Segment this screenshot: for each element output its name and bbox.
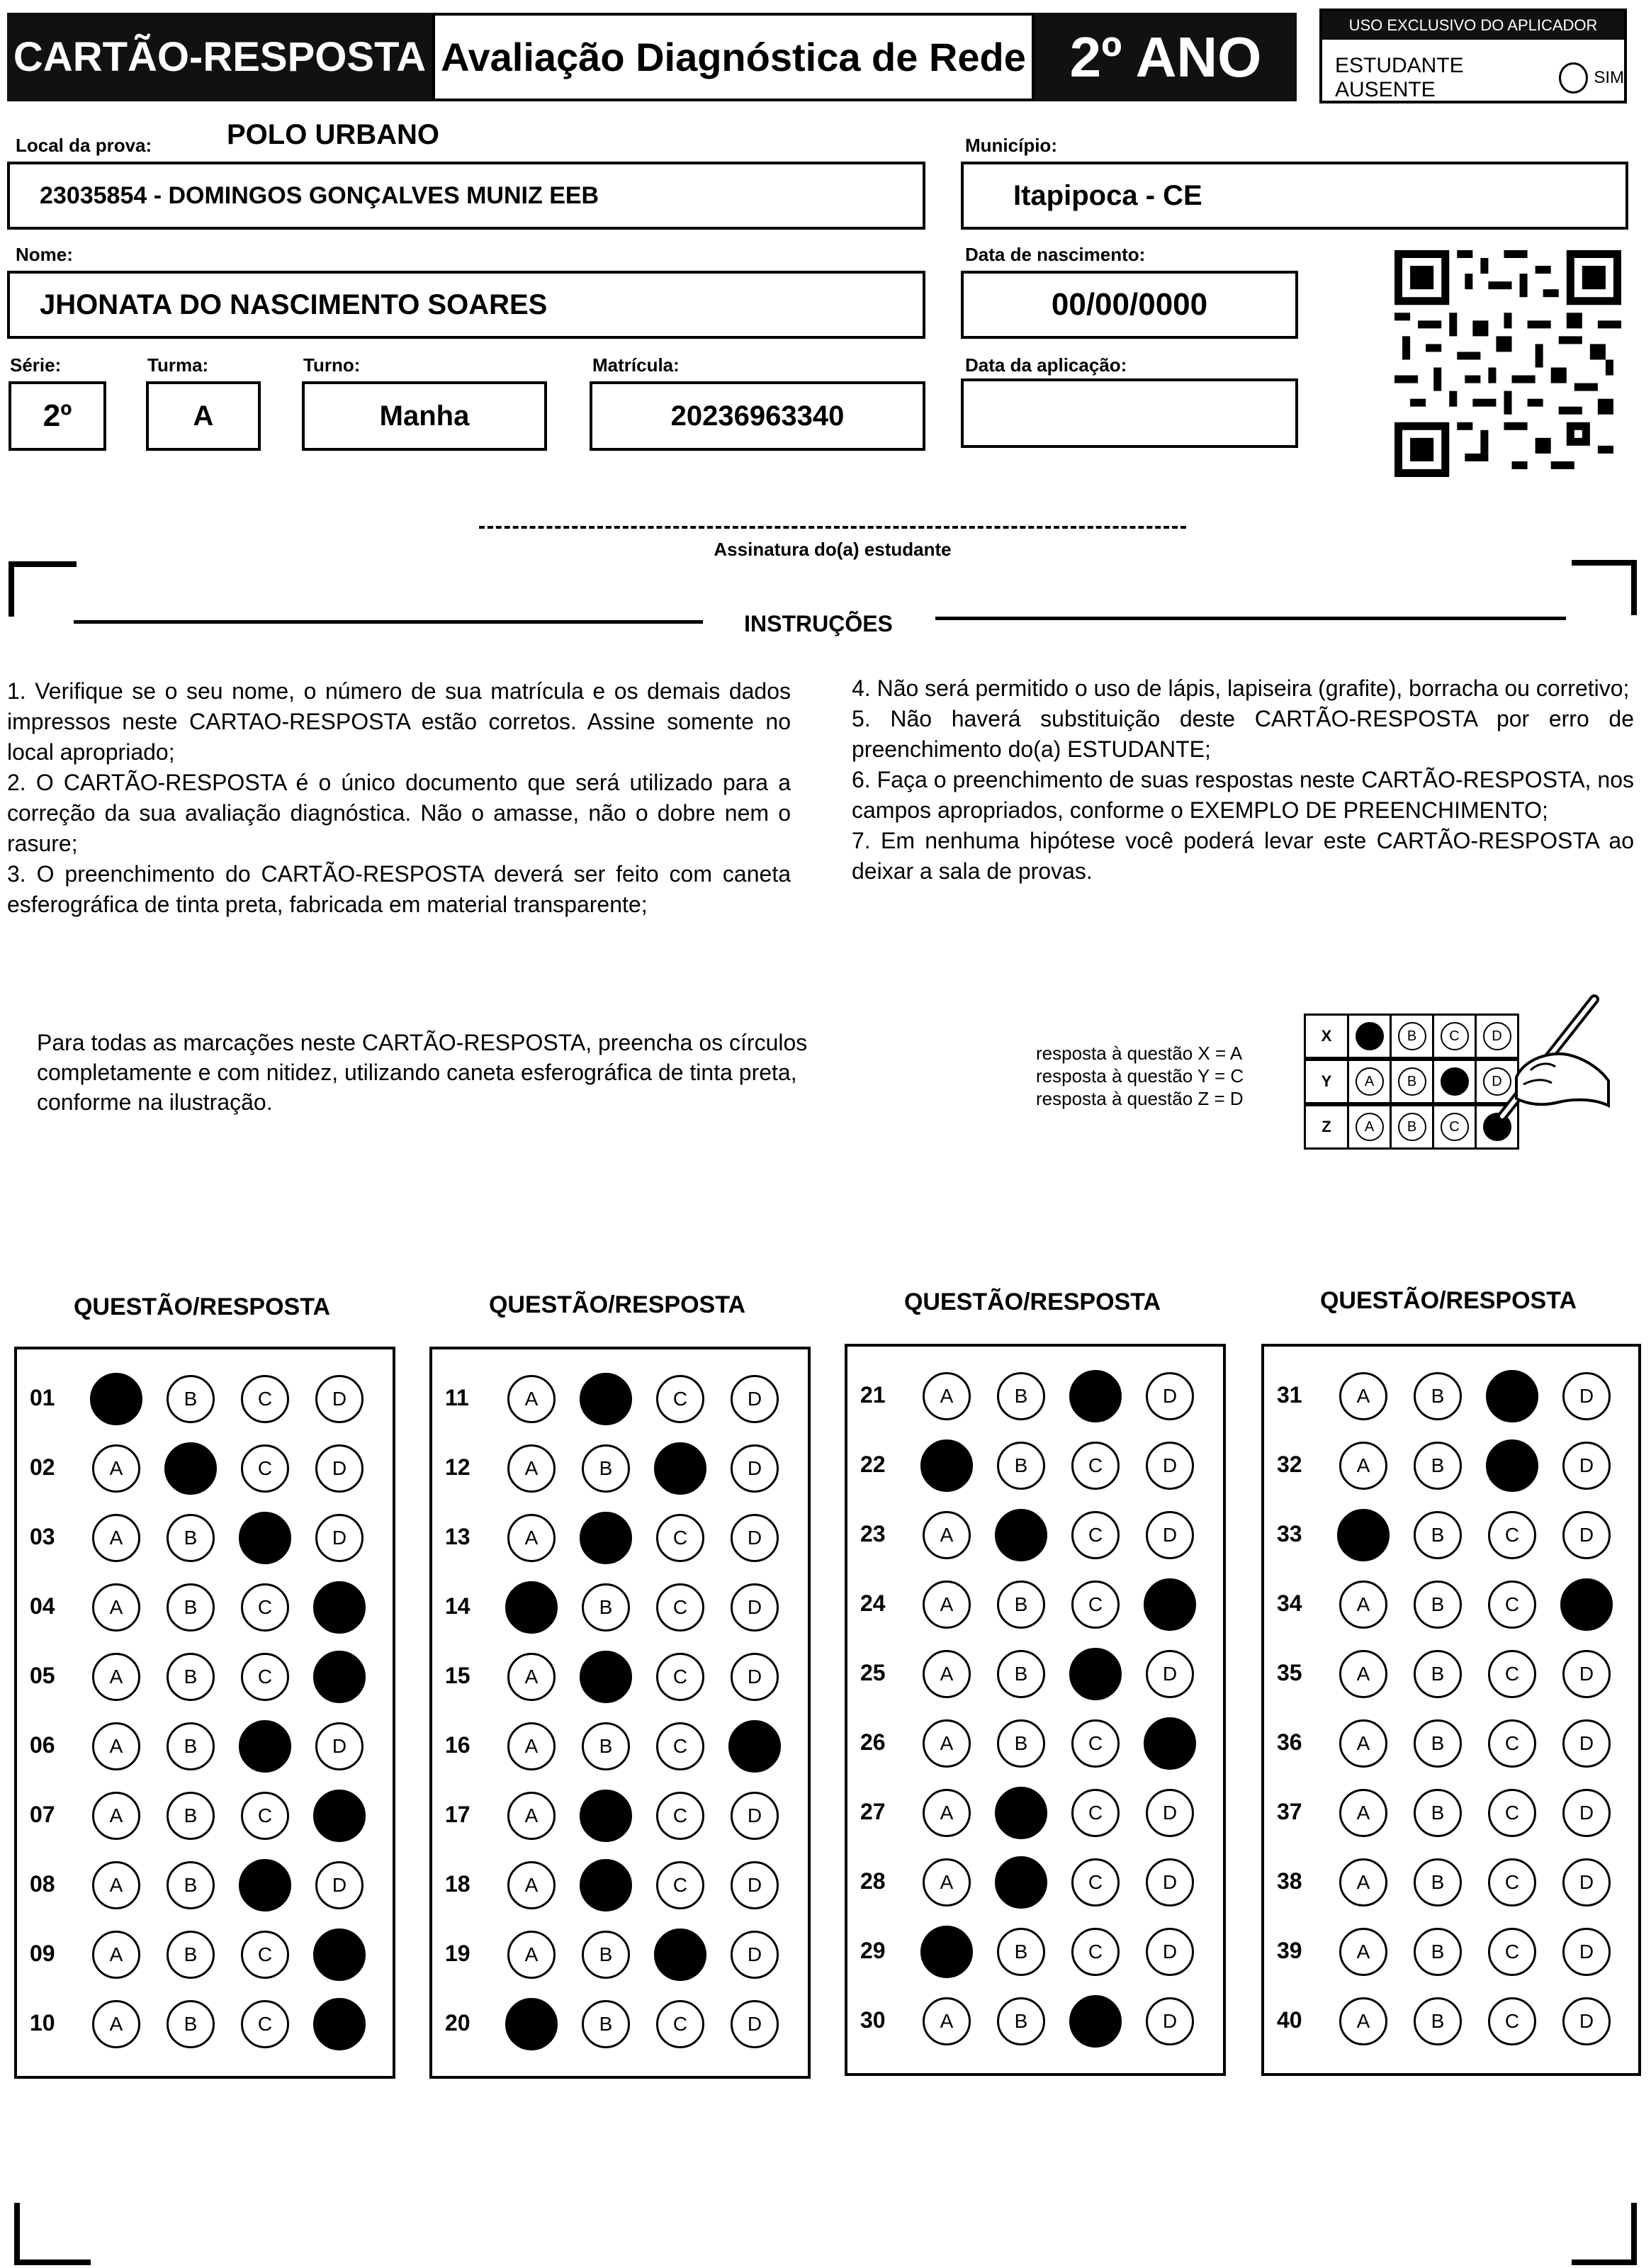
answer-bubble[interactable]: B bbox=[997, 1442, 1045, 1490]
answer-bubble[interactable]: D bbox=[731, 2000, 779, 2048]
answer-bubble[interactable]: D bbox=[731, 1931, 779, 1979]
answer-bubble[interactable]: D bbox=[731, 1792, 779, 1840]
answer-bubble[interactable]: D bbox=[731, 1861, 779, 1909]
example-bubble: A bbox=[1356, 1067, 1384, 1096]
municipio-value: Itapipoca - CE bbox=[1013, 179, 1202, 211]
answer-column bbox=[845, 1344, 1226, 2076]
answer-bubble[interactable]: B bbox=[1414, 1650, 1462, 1698]
answer-bubble[interactable] bbox=[580, 1790, 632, 1842]
instruction-2: 2. O CARTÃO-RESPOSTA é o único documento que será utilizado para a correção da sua avaliação diagnóstica. Não o amasse, não o dobre nem o rasure; bbox=[7, 770, 791, 856]
answer-bubble[interactable]: A bbox=[1339, 1858, 1387, 1907]
answer-column-title: QUESTÃO/RESPOSTA bbox=[73, 1293, 331, 1320]
answer-bubble[interactable]: B bbox=[167, 1792, 215, 1840]
answer-bubble[interactable]: C bbox=[656, 1792, 704, 1840]
answer-bubble[interactable]: A bbox=[1339, 1650, 1387, 1698]
turma-field bbox=[146, 381, 261, 451]
answer-bubble[interactable]: C bbox=[656, 2000, 704, 2048]
answer-bubble[interactable]: B bbox=[1414, 1442, 1462, 1490]
answer-bubble[interactable]: D bbox=[315, 1514, 364, 1562]
answer-bubble[interactable]: A bbox=[923, 1789, 971, 1837]
nascimento-value: 00/00/0000 bbox=[1051, 287, 1208, 322]
answer-bubble[interactable]: D bbox=[731, 1653, 779, 1701]
absent-bubble[interactable] bbox=[1559, 62, 1588, 94]
answer-bubble[interactable] bbox=[239, 1512, 291, 1564]
answer-bubble[interactable] bbox=[580, 1373, 632, 1425]
answer-bubble[interactable]: C bbox=[1488, 1650, 1536, 1698]
answer-bubble[interactable]: C bbox=[1071, 1581, 1120, 1629]
question-number: 22 bbox=[860, 1452, 886, 1477]
example-cell bbox=[1432, 1059, 1477, 1104]
answer-bubble[interactable]: A bbox=[92, 1653, 140, 1701]
example-bubble: C bbox=[1441, 1022, 1469, 1050]
answer-bubble[interactable]: A bbox=[923, 1650, 971, 1698]
question-number: 37 bbox=[1277, 1799, 1302, 1824]
question-number: 30 bbox=[860, 2007, 886, 2033]
answer-bubble[interactable] bbox=[1069, 1648, 1122, 1700]
instructions-right bbox=[852, 673, 1634, 887]
answer-bubble[interactable]: B bbox=[1414, 1372, 1462, 1420]
answer-bubble[interactable]: A bbox=[507, 1722, 556, 1770]
answer-bubble[interactable]: C bbox=[1488, 1858, 1536, 1907]
aplicacao-field[interactable] bbox=[961, 378, 1298, 448]
answer-bubble[interactable]: B bbox=[997, 1650, 1045, 1698]
answer-bubble[interactable]: A bbox=[923, 1858, 971, 1907]
example-cell bbox=[1390, 1014, 1434, 1059]
answer-bubble[interactable] bbox=[164, 1442, 217, 1495]
answer-bubble[interactable]: A bbox=[92, 1583, 140, 1632]
turno-label: Turno: bbox=[303, 354, 361, 376]
answer-bubble[interactable]: A bbox=[507, 1653, 556, 1701]
example-cell bbox=[1347, 1014, 1392, 1059]
answer-bubble[interactable]: B bbox=[167, 1583, 215, 1632]
answer-bubble[interactable] bbox=[654, 1929, 706, 1981]
answer-bubble[interactable]: D bbox=[731, 1375, 779, 1423]
answer-bubble[interactable] bbox=[313, 1998, 366, 2050]
question-number: 21 bbox=[860, 1382, 886, 1408]
answer-bubble[interactable]: A bbox=[92, 1444, 140, 1493]
question-number: 16 bbox=[445, 1732, 470, 1758]
absent-option: SIM bbox=[1594, 68, 1624, 87]
matricula-field bbox=[590, 381, 925, 451]
example-bubble: D bbox=[1483, 1022, 1511, 1050]
answer-bubble[interactable]: C bbox=[656, 1861, 704, 1909]
answer-bubble[interactable] bbox=[920, 1926, 973, 1978]
answer-bubble[interactable]: C bbox=[656, 1722, 704, 1770]
answer-bubble[interactable] bbox=[580, 1512, 632, 1564]
answer-bubble[interactable]: A bbox=[507, 1931, 556, 1979]
question-number: 11 bbox=[445, 1385, 469, 1410]
corner-mark-top-right bbox=[1572, 560, 1637, 615]
answer-bubble[interactable]: C bbox=[656, 1514, 704, 1562]
answer-bubble[interactable]: C bbox=[1488, 1997, 1536, 2045]
answer-bubble[interactable]: C bbox=[241, 1375, 289, 1423]
question-number: 03 bbox=[30, 1524, 55, 1549]
corner-mark-top-left bbox=[9, 561, 77, 617]
question-number: 25 bbox=[860, 1660, 886, 1685]
question-number: 04 bbox=[30, 1593, 55, 1619]
exam-title-box bbox=[432, 13, 1035, 101]
answer-bubble[interactable]: B bbox=[1414, 1789, 1462, 1837]
question-number: 27 bbox=[860, 1799, 886, 1824]
question-number: 06 bbox=[30, 1732, 55, 1758]
answer-bubble[interactable] bbox=[1069, 1370, 1122, 1422]
answer-bubble[interactable]: A bbox=[92, 2000, 140, 2048]
example-bubble: D bbox=[1483, 1067, 1511, 1096]
answer-bubble[interactable]: A bbox=[507, 1375, 556, 1423]
nome-label: Nome: bbox=[16, 244, 73, 265]
answer-bubble[interactable]: B bbox=[167, 1861, 215, 1909]
answer-bubble[interactable] bbox=[1486, 1370, 1538, 1422]
answer-bubble[interactable]: A bbox=[923, 1511, 971, 1559]
answer-bubble[interactable]: D bbox=[1562, 1372, 1611, 1420]
question-number: 23 bbox=[860, 1521, 886, 1546]
answer-bubble[interactable]: D bbox=[1146, 1789, 1194, 1837]
answer-bubble[interactable] bbox=[995, 1856, 1047, 1909]
pen-hand-illustration bbox=[1474, 992, 1616, 1134]
local-label: Local da prova: bbox=[16, 135, 152, 156]
example-legend-x: resposta à questão X = A bbox=[1036, 1043, 1243, 1064]
answer-bubble[interactable]: A bbox=[1339, 1442, 1387, 1490]
applicator-caption: USO EXCLUSIVO DO APLICADOR bbox=[1322, 11, 1624, 40]
answer-bubble[interactable]: B bbox=[1414, 1719, 1462, 1768]
question-number: 24 bbox=[860, 1590, 886, 1616]
answer-bubble[interactable]: B bbox=[997, 1581, 1045, 1629]
example-cell bbox=[1347, 1104, 1392, 1150]
card-title: CARTÃO-RESPOSTA bbox=[7, 13, 432, 101]
question-number: 32 bbox=[1277, 1452, 1302, 1477]
grade-badge: 2º ANO bbox=[1035, 13, 1297, 101]
question-number: 07 bbox=[30, 1802, 55, 1827]
matricula-label: Matrícula: bbox=[592, 354, 680, 376]
answer-bubble[interactable]: C bbox=[1071, 1719, 1120, 1768]
answer-bubble[interactable]: B bbox=[167, 1514, 215, 1562]
answer-bubble[interactable] bbox=[505, 1581, 558, 1634]
answer-bubble[interactable] bbox=[1337, 1509, 1390, 1561]
turma-value: A bbox=[193, 400, 214, 432]
instruction-7: 7. Em nenhuma hipótese você poderá levar este CARTÃO-RESPOSTA ao deixar a sala de provas. bbox=[852, 828, 1634, 884]
answer-bubble[interactable]: D bbox=[1146, 1372, 1194, 1420]
answer-bubble[interactable]: A bbox=[507, 1861, 556, 1909]
answer-bubble[interactable]: C bbox=[241, 1931, 289, 1979]
answer-bubble[interactable] bbox=[239, 1720, 291, 1773]
instruction-4: 4. Não será permitido o uso de lápis, lapiseira (grafite), borracha ou corretivo; bbox=[852, 675, 1630, 701]
answer-bubble[interactable]: B bbox=[1414, 1928, 1462, 1976]
municipio-label: Município: bbox=[965, 135, 1057, 156]
example-legend bbox=[1036, 1042, 1244, 1110]
answer-bubble[interactable]: A bbox=[92, 1792, 140, 1840]
example-cell bbox=[1390, 1104, 1434, 1150]
answer-bubble[interactable]: D bbox=[315, 1722, 364, 1770]
nome-field bbox=[7, 271, 925, 339]
local-field bbox=[7, 162, 925, 230]
answer-bubble[interactable] bbox=[1144, 1717, 1196, 1770]
nascimento-field bbox=[961, 271, 1298, 339]
instructions-title: INSTRUÇÕES bbox=[744, 611, 893, 636]
signature-line[interactable] bbox=[479, 526, 1186, 529]
nascimento-label: Data de nascimento: bbox=[965, 244, 1146, 265]
answer-bubble[interactable]: C bbox=[1488, 1928, 1536, 1976]
corner-mark-bottom-right bbox=[1572, 2203, 1637, 2265]
example-cell bbox=[1432, 1014, 1477, 1059]
serie-label: Série: bbox=[10, 354, 62, 376]
answer-bubble[interactable]: B bbox=[167, 1653, 215, 1701]
corner-mark-bottom-left bbox=[14, 2203, 91, 2265]
question-number: 05 bbox=[30, 1663, 55, 1688]
example-legend-z: resposta à questão Z = D bbox=[1036, 1088, 1244, 1109]
answer-bubble[interactable]: C bbox=[1071, 1442, 1120, 1490]
answer-bubble[interactable]: D bbox=[731, 1583, 779, 1632]
answer-bubble[interactable] bbox=[313, 1651, 366, 1703]
question-number: 09 bbox=[30, 1941, 55, 1966]
answer-bubble[interactable] bbox=[1560, 1578, 1613, 1631]
example-bubble bbox=[1441, 1067, 1469, 1096]
answer-bubble[interactable]: C bbox=[1488, 1581, 1536, 1629]
instruction-1: 1. Verifique se o seu nome, o número de sua matrícula e os demais dados impressos neste CARTAO-RESPOSTA estão corretos. Assine somente no local apropriado; bbox=[7, 678, 791, 765]
instruction-6: 6. Faça o preenchimento de suas respostas neste CARTÃO-RESPOSTA, nos campos apropriados, conforme o EXEMPLO DE PREENCHIMENTO; bbox=[852, 767, 1634, 823]
example-bubble: C bbox=[1441, 1113, 1469, 1141]
answer-bubble[interactable]: B bbox=[1414, 1858, 1462, 1907]
answer-bubble[interactable] bbox=[239, 1859, 291, 1911]
answer-bubble[interactable]: D bbox=[315, 1861, 364, 1909]
answer-bubble[interactable]: A bbox=[1339, 1997, 1387, 2045]
answer-bubble[interactable]: D bbox=[315, 1375, 364, 1423]
answer-bubble[interactable]: A bbox=[92, 1931, 140, 1979]
example-bubble bbox=[1356, 1022, 1384, 1050]
answer-bubble[interactable] bbox=[1144, 1578, 1196, 1631]
local-polo: POLO URBANO bbox=[227, 119, 439, 150]
answer-bubble[interactable] bbox=[313, 1581, 366, 1634]
answer-bubble[interactable]: B bbox=[582, 1444, 630, 1493]
answer-column-title: QUESTÃO/RESPOSTA bbox=[1319, 1287, 1577, 1314]
answer-bubble[interactable]: A bbox=[92, 1514, 140, 1562]
answer-bubble[interactable]: C bbox=[1488, 1789, 1536, 1837]
answer-bubble[interactable]: B bbox=[1414, 1581, 1462, 1629]
answer-bubble[interactable]: B bbox=[582, 1722, 630, 1770]
answer-bubble[interactable] bbox=[920, 1439, 973, 1492]
answer-bubble[interactable]: A bbox=[507, 1514, 556, 1562]
question-number: 12 bbox=[445, 1454, 470, 1480]
answer-bubble[interactable]: A bbox=[923, 1581, 971, 1629]
serie-field bbox=[9, 381, 106, 451]
answer-bubble[interactable] bbox=[580, 1859, 632, 1911]
answer-bubble[interactable] bbox=[995, 1787, 1047, 1839]
example-row-label: Z bbox=[1304, 1104, 1349, 1150]
answer-bubble[interactable]: B bbox=[582, 1931, 630, 1979]
answer-column bbox=[1261, 1344, 1641, 2076]
question-number: 29 bbox=[860, 1938, 886, 1963]
answer-bubble[interactable] bbox=[313, 1790, 366, 1842]
answer-bubble[interactable]: D bbox=[731, 1514, 779, 1562]
answer-bubble[interactable]: C bbox=[241, 1583, 289, 1632]
answer-bubble[interactable] bbox=[654, 1442, 706, 1495]
answer-bubble[interactable]: A bbox=[1339, 1719, 1387, 1768]
answer-bubble[interactable]: D bbox=[1146, 1650, 1194, 1698]
question-number: 36 bbox=[1277, 1729, 1302, 1755]
answer-column-title: QUESTÃO/RESPOSTA bbox=[488, 1291, 746, 1318]
applicator-box bbox=[1319, 9, 1627, 103]
answer-bubble[interactable]: B bbox=[997, 1719, 1045, 1768]
answer-bubble[interactable]: A bbox=[507, 1792, 556, 1840]
answer-bubble[interactable]: C bbox=[656, 1653, 704, 1701]
example-cell bbox=[1432, 1104, 1477, 1150]
question-number: 26 bbox=[860, 1729, 886, 1755]
answer-bubble[interactable]: C bbox=[1488, 1719, 1536, 1768]
answer-bubble[interactable]: A bbox=[923, 1719, 971, 1768]
example-bubble: B bbox=[1398, 1067, 1426, 1096]
answer-bubble[interactable]: B bbox=[582, 2000, 630, 2048]
answer-bubble[interactable] bbox=[1486, 1439, 1538, 1492]
answer-bubble[interactable]: D bbox=[1562, 1511, 1611, 1559]
answer-bubble[interactable] bbox=[505, 1998, 558, 2050]
nome-value: JHONATA DO NASCIMENTO SOARES bbox=[40, 288, 548, 320]
example-legend-y: resposta à questão Y = C bbox=[1036, 1065, 1244, 1087]
answer-bubble[interactable]: A bbox=[507, 1444, 556, 1493]
answer-bubble[interactable]: B bbox=[997, 1928, 1045, 1976]
answer-bubble[interactable]: A bbox=[923, 1372, 971, 1420]
answer-bubble[interactable]: A bbox=[1339, 1372, 1387, 1420]
question-number: 33 bbox=[1277, 1521, 1302, 1546]
question-number: 19 bbox=[445, 1941, 470, 1966]
answer-bubble[interactable]: C bbox=[656, 1583, 704, 1632]
question-number: 20 bbox=[445, 2010, 470, 2036]
answer-bubble[interactable]: D bbox=[1146, 1442, 1194, 1490]
turma-label: Turma: bbox=[147, 354, 209, 376]
absent-label: ESTUDANTE AUSENTE bbox=[1335, 54, 1464, 101]
absent-row bbox=[1335, 54, 1624, 102]
question-number: 31 bbox=[1277, 1382, 1302, 1408]
answer-bubble[interactable]: C bbox=[1071, 1511, 1120, 1559]
local-value: 23035854 - DOMINGOS GONÇALVES MUNIZ EEB bbox=[40, 181, 599, 209]
qr-code bbox=[1394, 248, 1621, 479]
answer-bubble[interactable] bbox=[728, 1720, 781, 1773]
answer-bubble[interactable]: C bbox=[241, 2000, 289, 2048]
instructions-rule-left bbox=[74, 620, 703, 624]
answer-bubble[interactable]: B bbox=[1414, 1997, 1462, 2045]
instruction-3: 3. O preenchimento do CARTÃO-RESPOSTA deverá ser feito com caneta esferográfica de tinta preta, fabricada em material transparente; bbox=[7, 861, 791, 917]
answer-bubble[interactable]: A bbox=[1339, 1581, 1387, 1629]
answer-bubble[interactable]: D bbox=[1562, 1928, 1611, 1976]
answer-bubble[interactable]: D bbox=[1146, 1511, 1194, 1559]
answer-bubble[interactable]: D bbox=[731, 1444, 779, 1493]
answer-bubble[interactable]: D bbox=[1562, 1442, 1611, 1490]
answer-bubble[interactable]: C bbox=[1071, 1928, 1120, 1976]
answer-bubble[interactable]: D bbox=[1562, 1997, 1611, 2045]
answer-bubble[interactable]: B bbox=[582, 1583, 630, 1632]
question-number: 18 bbox=[445, 1871, 470, 1897]
serie-value: 2º bbox=[43, 398, 72, 433]
instruction-5: 5. Não haverá substituição deste CARTÃO-RESPOSTA por erro de preenchimento do(a) ESTUDANTE; bbox=[852, 706, 1634, 762]
answer-bubble[interactable]: A bbox=[92, 1722, 140, 1770]
example-bubble: B bbox=[1398, 1022, 1426, 1050]
question-number: 39 bbox=[1277, 1938, 1302, 1963]
answer-bubble[interactable]: C bbox=[241, 1653, 289, 1701]
aplicacao-label: Data da aplicação: bbox=[965, 354, 1127, 376]
turno-value: Manha bbox=[379, 400, 470, 432]
fill-note: Para todas as marcações neste CARTÃO-RESPOSTA, preencha os círculos completamente e com nitidez, utilizando caneta esferográfica de tinta preta, conforme na ilustração. bbox=[37, 1030, 808, 1115]
answer-bubble[interactable]: D bbox=[1562, 1789, 1611, 1837]
question-number: 28 bbox=[860, 1868, 886, 1894]
answer-bubble[interactable]: C bbox=[656, 1375, 704, 1423]
exam-title: Avaliação Diagnóstica de Rede bbox=[441, 35, 1026, 79]
answer-bubble[interactable] bbox=[1069, 1995, 1122, 2048]
answer-bubble[interactable]: D bbox=[1146, 1997, 1194, 2045]
answer-bubble[interactable]: C bbox=[1071, 1789, 1120, 1837]
turno-field bbox=[302, 381, 547, 451]
answer-bubble[interactable] bbox=[90, 1373, 142, 1425]
instructions-rule-right bbox=[935, 617, 1566, 620]
answer-bubble[interactable]: D bbox=[1562, 1650, 1611, 1698]
answer-bubble[interactable] bbox=[995, 1509, 1047, 1561]
matricula-value: 20236963340 bbox=[670, 400, 845, 432]
answer-bubble[interactable] bbox=[313, 1929, 366, 1981]
question-number: 01 bbox=[30, 1385, 55, 1410]
answer-bubble[interactable]: A bbox=[1339, 1789, 1387, 1837]
answer-bubble[interactable]: B bbox=[167, 1931, 215, 1979]
question-number: 10 bbox=[30, 2010, 55, 2036]
signature-label: Assinatura do(a) estudante bbox=[714, 539, 952, 560]
answer-bubble[interactable]: B bbox=[167, 1375, 215, 1423]
question-number: 38 bbox=[1277, 1868, 1302, 1894]
example-cell bbox=[1390, 1059, 1434, 1104]
answer-bubble[interactable]: B bbox=[997, 1372, 1045, 1420]
question-number: 14 bbox=[445, 1593, 470, 1619]
answer-bubble[interactable]: A bbox=[92, 1861, 140, 1909]
answer-column bbox=[14, 1347, 395, 2079]
example-bubble: A bbox=[1356, 1113, 1384, 1141]
example-row-label: Y bbox=[1304, 1059, 1349, 1104]
question-number: 15 bbox=[445, 1663, 470, 1688]
question-number: 02 bbox=[30, 1454, 55, 1480]
answer-bubble[interactable]: C bbox=[1488, 1511, 1536, 1559]
answer-bubble[interactable]: D bbox=[1146, 1928, 1194, 1976]
answer-bubble[interactable]: C bbox=[241, 1792, 289, 1840]
question-number: 08 bbox=[30, 1871, 55, 1897]
answer-bubble[interactable] bbox=[580, 1651, 632, 1703]
example-cell bbox=[1347, 1059, 1392, 1104]
answer-bubble[interactable]: D bbox=[315, 1444, 364, 1493]
answer-bubble[interactable]: B bbox=[167, 1722, 215, 1770]
municipio-field bbox=[961, 162, 1628, 230]
answer-bubble[interactable]: A bbox=[923, 1997, 971, 2045]
example-row-label: X bbox=[1304, 1014, 1349, 1059]
question-number: 40 bbox=[1277, 2007, 1302, 2033]
question-number: 13 bbox=[445, 1524, 470, 1549]
answer-column bbox=[429, 1347, 811, 2079]
answer-column-title: QUESTÃO/RESPOSTA bbox=[903, 1289, 1161, 1315]
answer-bubble[interactable]: B bbox=[1414, 1511, 1462, 1559]
question-number: 34 bbox=[1277, 1590, 1302, 1616]
answer-bubble[interactable]: D bbox=[1562, 1858, 1611, 1907]
answer-bubble[interactable]: D bbox=[1562, 1719, 1611, 1768]
answer-bubble[interactable]: B bbox=[167, 2000, 215, 2048]
question-number: 17 bbox=[445, 1802, 470, 1827]
answer-bubble[interactable]: C bbox=[1071, 1858, 1120, 1907]
answer-bubble[interactable]: C bbox=[241, 1444, 289, 1493]
answer-bubble[interactable]: D bbox=[1146, 1858, 1194, 1907]
instructions-left bbox=[7, 676, 791, 920]
answer-bubble[interactable]: B bbox=[997, 1997, 1045, 2045]
example-bubble: B bbox=[1398, 1113, 1426, 1141]
question-number: 35 bbox=[1277, 1660, 1302, 1685]
answer-bubble[interactable]: A bbox=[1339, 1928, 1387, 1976]
